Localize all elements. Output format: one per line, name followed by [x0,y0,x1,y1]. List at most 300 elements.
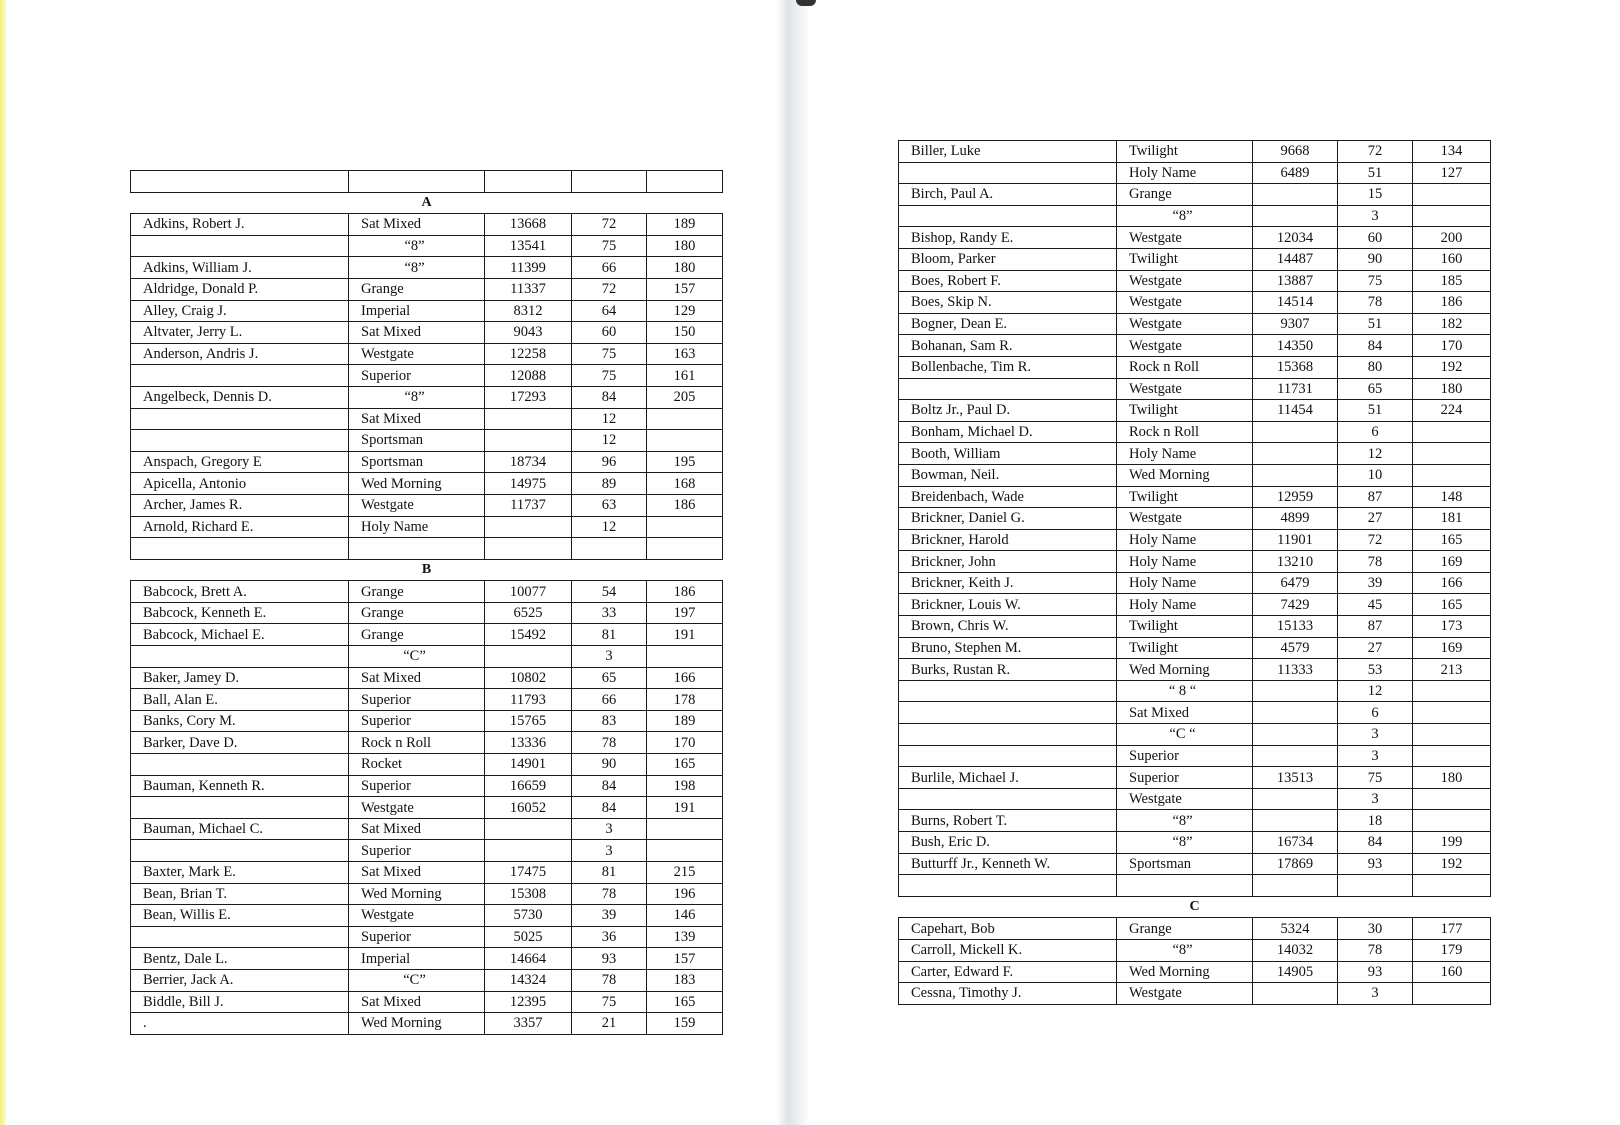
average-cell: 186 [647,581,723,603]
empty-cell [349,538,485,560]
league-cell: Grange [349,602,485,624]
table-row [899,508,1491,530]
league-cell: Superior [349,689,485,711]
bowler-name-cell: Burns, Robert T. [899,810,1117,832]
league-cell: Holy Name [1117,594,1253,616]
league-cell: Twilight [1117,141,1253,163]
table-row [131,581,723,603]
total-pins-cell [1253,724,1338,746]
average-cell: 180 [647,235,723,257]
total-pins-cell: 3357 [485,1013,572,1035]
games-cell: 39 [572,905,647,927]
average-cell [1413,184,1491,206]
league-cell: Sat Mixed [1117,702,1253,724]
league-cell: “8” [349,386,485,408]
games-cell: 75 [572,365,647,387]
games-cell: 78 [572,732,647,754]
table-row [131,926,723,948]
average-cell [647,646,723,668]
table-row [131,473,723,495]
bowler-name-cell: Berrier, Jack A. [131,969,349,991]
games-cell: 27 [1338,637,1413,659]
games-cell: 45 [1338,594,1413,616]
total-pins-cell: 17475 [485,862,572,884]
bowler-name-cell [899,788,1117,810]
games-cell: 21 [572,1013,647,1035]
league-cell: Rock n Roll [1117,356,1253,378]
empty-cell [131,171,349,193]
table-row [131,602,723,624]
games-cell: 75 [1338,767,1413,789]
games-cell: 93 [572,948,647,970]
empty-cell [647,171,723,193]
total-pins-cell: 15765 [485,710,572,732]
total-pins-cell: 15133 [1253,616,1338,638]
bowler-name-cell: Apicella, Antonio [131,473,349,495]
table-row [899,724,1491,746]
total-pins-cell: 9043 [485,322,572,344]
league-cell: Imperial [349,300,485,322]
bowler-name-cell [131,754,349,776]
games-cell: 36 [572,926,647,948]
table-row [131,905,723,927]
total-pins-cell [1253,680,1338,702]
total-pins-cell [1253,421,1338,443]
games-cell: 78 [1338,939,1413,961]
average-cell: 173 [1413,616,1491,638]
total-pins-cell [485,818,572,840]
bowler-name-cell: Bean, Willis E. [131,905,349,927]
bowler-name-cell [131,365,349,387]
games-cell: 84 [1338,335,1413,357]
table-row [131,214,723,236]
games-cell: 39 [1338,572,1413,594]
total-pins-cell: 6489 [1253,162,1338,184]
average-cell [1413,443,1491,465]
empty-cell [572,538,647,560]
total-pins-cell: 14975 [485,473,572,495]
league-cell: Westgate [1117,788,1253,810]
league-cell: Twilight [1117,637,1253,659]
games-cell: 72 [572,278,647,300]
table-row [899,939,1491,961]
total-pins-cell: 13887 [1253,270,1338,292]
total-pins-cell: 17869 [1253,853,1338,875]
empty-cell [899,875,1117,897]
average-cell: 181 [1413,508,1491,530]
table-row [899,443,1491,465]
average-cell: 146 [647,905,723,927]
table-row [131,840,723,862]
games-cell: 65 [572,667,647,689]
average-cell: 150 [647,322,723,344]
average-cell [1413,788,1491,810]
bowler-name-cell: Adkins, Robert J. [131,214,349,236]
league-cell: “8” [1117,205,1253,227]
bowler-name-cell: Bauman, Kenneth R. [131,775,349,797]
section-letter-row [131,559,723,581]
table-row [131,732,723,754]
table-row [899,270,1491,292]
bowler-name-cell: Burlile, Michael J. [899,767,1117,789]
league-cell: Superior [349,365,485,387]
games-cell: 90 [1338,248,1413,270]
table-row [899,529,1491,551]
league-cell: Grange [1117,918,1253,940]
league-cell: Superior [349,710,485,732]
bowler-name-cell: Bogner, Dean E. [899,313,1117,335]
bowler-name-cell [899,680,1117,702]
average-cell: 224 [1413,400,1491,422]
games-cell: 96 [572,451,647,473]
table-row [899,486,1491,508]
league-cell: Sat Mixed [349,991,485,1013]
total-pins-cell: 12395 [485,991,572,1013]
bowler-name-cell: Boes, Skip N. [899,292,1117,314]
average-cell [1413,205,1491,227]
total-pins-cell: 13336 [485,732,572,754]
table-row [899,702,1491,724]
league-cell: Wed Morning [1117,464,1253,486]
total-pins-cell: 5730 [485,905,572,927]
average-cell: 205 [647,386,723,408]
table-row [899,162,1491,184]
average-cell: 191 [647,624,723,646]
table-row [131,322,723,344]
league-cell: Superior [1117,767,1253,789]
league-cell: Rock n Roll [349,732,485,754]
league-cell: Wed Morning [1117,961,1253,983]
table-row [899,141,1491,163]
total-pins-cell [1253,983,1338,1005]
total-pins-cell: 13513 [1253,767,1338,789]
bowler-name-cell: Angelbeck, Dennis D. [131,386,349,408]
league-cell: Westgate [1117,270,1253,292]
table-row [899,918,1491,940]
empty-cell [485,171,572,193]
total-pins-cell: 14514 [1253,292,1338,314]
bowler-name-cell: Bollenbache, Tim R. [899,356,1117,378]
table-row [899,983,1491,1005]
league-cell: Westgate [349,797,485,819]
average-cell [1413,680,1491,702]
bowler-name-cell: Breidenbach, Wade [899,486,1117,508]
league-cell: Holy Name [1117,551,1253,573]
games-cell: 93 [1338,853,1413,875]
average-cell [1413,983,1491,1005]
total-pins-cell: 14664 [485,948,572,970]
average-cell: 161 [647,365,723,387]
games-cell: 84 [572,386,647,408]
league-cell: Wed Morning [1117,659,1253,681]
table-row [131,948,723,970]
table-row [131,624,723,646]
league-cell: Sat Mixed [349,667,485,689]
bowler-name-cell: Bush, Eric D. [899,832,1117,854]
league-cell: “C “ [1117,724,1253,746]
games-cell: 75 [572,235,647,257]
bowler-name-cell [899,745,1117,767]
games-cell: 3 [572,646,647,668]
average-cell: 134 [1413,141,1491,163]
right-page-roster-table [898,140,1491,1005]
league-cell: Rock n Roll [1117,421,1253,443]
games-cell: 12 [1338,443,1413,465]
total-pins-cell: 16659 [485,775,572,797]
games-cell: 64 [572,300,647,322]
blank-row [131,171,723,193]
total-pins-cell: 16052 [485,797,572,819]
average-cell: 192 [1413,356,1491,378]
total-pins-cell [1253,702,1338,724]
section-letter: C [899,896,1491,918]
average-cell: 180 [1413,767,1491,789]
total-pins-cell: 12088 [485,365,572,387]
total-pins-cell: 14905 [1253,961,1338,983]
league-cell: Sat Mixed [349,818,485,840]
average-cell: 182 [1413,313,1491,335]
league-cell: Westgate [1117,983,1253,1005]
league-cell: Twilight [1117,248,1253,270]
bowler-name-cell: Brickner, Keith J. [899,572,1117,594]
bowler-name-cell: Bloom, Parker [899,248,1117,270]
total-pins-cell: 12258 [485,343,572,365]
league-cell: Sportsman [349,451,485,473]
games-cell: 3 [1338,788,1413,810]
average-cell: 169 [1413,637,1491,659]
total-pins-cell: 15368 [1253,356,1338,378]
bowler-name-cell [131,797,349,819]
total-pins-cell: 11333 [1253,659,1338,681]
average-cell: 160 [1413,961,1491,983]
league-cell: Grange [349,624,485,646]
total-pins-cell: 14324 [485,969,572,991]
bowler-name-cell [899,724,1117,746]
average-cell: 166 [647,667,723,689]
section-letter-row [131,192,723,214]
bowler-name-cell: Bean, Brian T. [131,883,349,905]
total-pins-cell: 13668 [485,214,572,236]
total-pins-cell [485,840,572,862]
total-pins-cell [1253,443,1338,465]
games-cell: 66 [572,257,647,279]
games-cell: 93 [1338,961,1413,983]
average-cell [1413,810,1491,832]
empty-cell [572,171,647,193]
table-row [899,788,1491,810]
section-letter-row [899,896,1491,918]
blank-row [131,538,723,560]
total-pins-cell: 14350 [1253,335,1338,357]
total-pins-cell: 6525 [485,602,572,624]
total-pins-cell [1253,745,1338,767]
empty-cell [1117,875,1253,897]
games-cell: 51 [1338,400,1413,422]
table-row [899,616,1491,638]
total-pins-cell: 18734 [485,451,572,473]
average-cell: 186 [647,494,723,516]
table-row [131,494,723,516]
games-cell: 18 [1338,810,1413,832]
games-cell: 84 [572,775,647,797]
bowler-name-cell: Babcock, Brett A. [131,581,349,603]
bowler-name-cell [131,235,349,257]
games-cell: 90 [572,754,647,776]
table-row [899,421,1491,443]
table-row [131,883,723,905]
table-row [131,451,723,473]
league-cell: Westgate [1117,335,1253,357]
bowler-name-cell: Arnold, Richard E. [131,516,349,538]
bowler-name-cell [131,646,349,668]
table-row [899,572,1491,594]
league-cell: Grange [349,581,485,603]
league-cell: “8” [1117,939,1253,961]
table-row [899,853,1491,875]
table-row [899,184,1491,206]
total-pins-cell [1253,788,1338,810]
total-pins-cell: 16734 [1253,832,1338,854]
total-pins-cell: 14032 [1253,939,1338,961]
games-cell: 10 [1338,464,1413,486]
games-cell: 12 [572,516,647,538]
total-pins-cell: 11731 [1253,378,1338,400]
table-row [131,1013,723,1035]
table-row [131,278,723,300]
table-row [899,551,1491,573]
average-cell: 168 [647,473,723,495]
empty-cell [485,538,572,560]
bowler-name-cell: Boes, Robert F. [899,270,1117,292]
total-pins-cell: 12959 [1253,486,1338,508]
total-pins-cell [1253,184,1338,206]
league-cell: Superior [349,840,485,862]
table-row [899,292,1491,314]
blank-row [899,875,1491,897]
total-pins-cell: 11399 [485,257,572,279]
table-row [131,430,723,452]
table-row [131,365,723,387]
games-cell: 84 [572,797,647,819]
average-cell: 170 [1413,335,1491,357]
table-row [131,386,723,408]
league-cell: “ 8 “ [1117,680,1253,702]
bowler-name-cell: Barker, Dave D. [131,732,349,754]
table-row [899,356,1491,378]
bowler-name-cell: Alley, Craig J. [131,300,349,322]
league-cell: “8” [1117,810,1253,832]
table-row [899,659,1491,681]
games-cell: 27 [1338,508,1413,530]
average-cell: 183 [647,969,723,991]
empty-cell [349,171,485,193]
average-cell: 189 [647,214,723,236]
league-cell: Westgate [349,343,485,365]
games-cell: 63 [572,494,647,516]
bowler-name-cell [131,840,349,862]
table-row [131,667,723,689]
league-cell: “C” [349,969,485,991]
bowler-name-cell: Babcock, Kenneth E. [131,602,349,624]
league-cell: Rocket [349,754,485,776]
average-cell [1413,745,1491,767]
bowler-name-cell: Cessna, Timothy J. [899,983,1117,1005]
bowler-name-cell: Archer, James R. [131,494,349,516]
average-cell: 185 [1413,270,1491,292]
games-cell: 83 [572,710,647,732]
games-cell: 84 [1338,832,1413,854]
average-cell: 165 [1413,529,1491,551]
bowler-name-cell: Ball, Alan E. [131,689,349,711]
total-pins-cell: 5324 [1253,918,1338,940]
average-cell: 163 [647,343,723,365]
league-cell: Twilight [1117,486,1253,508]
league-cell: Holy Name [1117,529,1253,551]
league-cell: Holy Name [349,516,485,538]
league-cell: Holy Name [1117,162,1253,184]
average-cell: 178 [647,689,723,711]
games-cell: 87 [1338,486,1413,508]
table-row [899,745,1491,767]
total-pins-cell: 6479 [1253,572,1338,594]
average-cell [647,408,723,430]
bowler-name-cell [899,378,1117,400]
bowler-name-cell [899,702,1117,724]
table-row [899,767,1491,789]
games-cell: 33 [572,602,647,624]
bowler-name-cell: Booth, William [899,443,1117,465]
league-cell: Holy Name [1117,443,1253,465]
table-row [899,335,1491,357]
league-cell: Wed Morning [349,473,485,495]
total-pins-cell: 15492 [485,624,572,646]
average-cell: 157 [647,278,723,300]
games-cell: 66 [572,689,647,711]
total-pins-cell: 9668 [1253,141,1338,163]
league-cell: Imperial [349,948,485,970]
games-cell: 30 [1338,918,1413,940]
total-pins-cell: 4899 [1253,508,1338,530]
games-cell: 72 [1338,529,1413,551]
games-cell: 3 [1338,745,1413,767]
total-pins-cell [1253,464,1338,486]
table-row [131,343,723,365]
games-cell: 75 [1338,270,1413,292]
bowler-name-cell: Anderson, Andris J. [131,343,349,365]
games-cell: 3 [1338,983,1413,1005]
average-cell: 177 [1413,918,1491,940]
league-cell: Sportsman [1117,853,1253,875]
average-cell: 157 [647,948,723,970]
total-pins-cell: 11454 [1253,400,1338,422]
table-row [899,248,1491,270]
games-cell: 12 [572,408,647,430]
average-cell: 199 [1413,832,1491,854]
empty-cell [131,538,349,560]
bowler-name-cell: Anspach, Gregory E [131,451,349,473]
games-cell: 80 [1338,356,1413,378]
bowler-name-cell: Bohanan, Sam R. [899,335,1117,357]
games-cell: 12 [572,430,647,452]
average-cell: 169 [1413,551,1491,573]
average-cell [647,818,723,840]
average-cell: 196 [647,883,723,905]
games-cell: 3 [1338,724,1413,746]
empty-cell [647,538,723,560]
bowler-name-cell: Banks, Cory M. [131,710,349,732]
games-cell: 60 [572,322,647,344]
games-cell: 12 [1338,680,1413,702]
